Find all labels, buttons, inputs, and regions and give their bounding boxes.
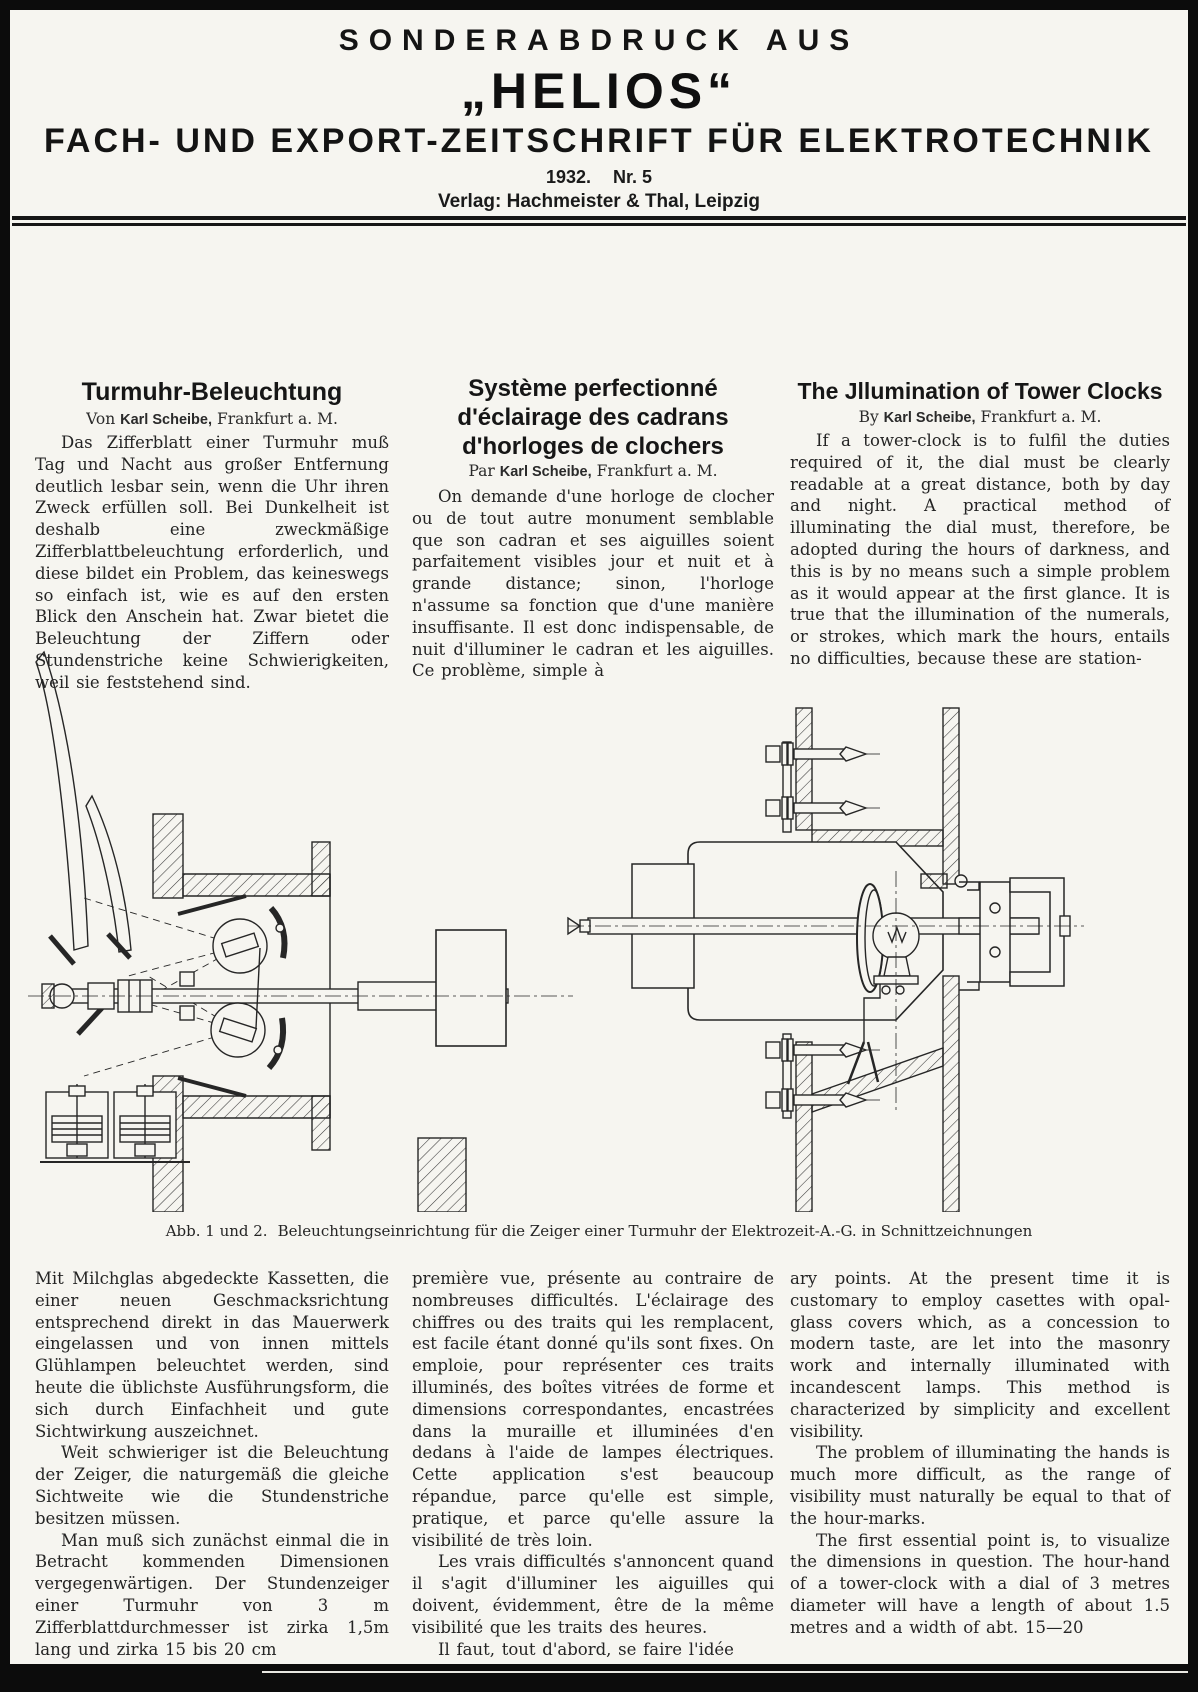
paragraph: Les vrais difficultés s'annoncent quand il s'agit d'illuminer les aiguilles qui doivent, évidemment, être de la même visibilité que les traits des heures. — [412, 1552, 774, 1637]
section-drawing-abb1 — [28, 652, 573, 1212]
figure-caption-text: Beleuchtungseinrichtung für die Zeiger einer Turmuhr der Elektrozeit-A.-G. in Schnittzeichnungen — [277, 1222, 1033, 1240]
paragraph: Mit Milchglas abgedeckte Kassetten, die einer neuen Geschmacksrichtung entsprechend direkt in das Mauerwerk eingelassen und von innen mittels Glühlampen beleuchtet werden, sind heute die üblichste Ausführungsform, die sich durch Einfachheit und gute Sichtwirkung auszeichnet. — [35, 1269, 389, 1441]
paragraph: Man muß sich zunächst einmal die in Betracht kommenden Dimensionen vergegenwärtigen. Der Stundenzeiger einer Turmuhr von 3 m Zifferblattdurchmesser ist zirka 1,5m lang und zirka 15 bis 20 cm — [35, 1530, 389, 1659]
paragraph: The first essential point is, to visualize the dimensions in question. The hour-hand of a tower-clock with a dial of 3 metres diameter will have a length of about 1.5 metres and a width of abt. 15—20 — [790, 1530, 1170, 1637]
issue-number: Nr. 5 — [613, 167, 653, 187]
english-article-bottom — [790, 1268, 1170, 1639]
figure-caption — [40, 1222, 1158, 1240]
paragraph: Das Zifferblatt einer Turmuhr muß Tag und Nacht aus großer Entfernung deutlich lesbar sein, wenn die Uhr ihren Zweck erfüllen soll. Bei Dunkelheit ist deshalb eine zweckmäßige Zifferblattbeleuchtung erforderlich, und diese bildet ein Problem, das keineswegs so einfach ist, wie es auf den ersten Blick den Anschein hat. Zwar bietet die Beleuchtung der Ziffern oder Stundenstriche keine Schwierigkeiten, weil sie feststehend sind. — [35, 433, 389, 692]
masthead-double-rule — [12, 216, 1186, 226]
french-author: Karl Scheibe, — [499, 464, 592, 480]
paragraph: On demande d'une horloge de clocher ou de tout autre monument semblable que son cadran et ses aiguilles soient parfaitement visibles jour et nuit et à grande distance; sinon, l'horloge n'assume sa fonction que d'une manière insuffisante. Il est donc indispensable, de nuit d'illuminer le cadran et les aiguilles. Ce problème, simple à — [412, 487, 774, 681]
french-byline-suffix: Frankfurt a. M. — [596, 462, 718, 480]
scan-border-right — [1188, 0, 1198, 1692]
english-author: Karl Scheibe, — [883, 410, 976, 426]
french-heading-line: d'horloges de clochers — [462, 433, 724, 460]
french-byline-prefix: Par — [468, 462, 495, 480]
english-byline — [790, 408, 1170, 426]
english-article-top — [790, 430, 1170, 670]
figure-caption-label: Abb. 1 und 2. — [165, 1222, 268, 1240]
scan-border-top — [0, 0, 1198, 10]
french-heading-line: Système perfectionné — [468, 375, 718, 402]
german-byline — [35, 410, 389, 428]
issue-line — [0, 167, 1198, 188]
scan-artifact-line — [262, 1671, 1188, 1673]
paragraph: Il faut, tout d'abord, se faire l'idée — [438, 1639, 734, 1659]
masthead-kicker: SONDERABDRUCK AUS — [338, 24, 860, 57]
figure-drawing — [28, 646, 1170, 1212]
english-byline-prefix: By — [858, 408, 879, 426]
paragraph: Weit schwieriger ist die Beleuchtung der Zeiger, die naturgemäß die gleiche Sichtweite wie die Stundenstriche besitzen müssen. — [35, 1443, 389, 1528]
scan-border-bottom — [0, 1664, 1198, 1692]
paragraph: ary points. At the present time it is customary to employ casettes with opal-glass covers which, as a concession to modern taste, are let into the masonry work and internally illuminated with incandescent lamps. This method is characterized by simplicity and excellent visibility. — [790, 1269, 1170, 1441]
german-article-bottom — [35, 1268, 389, 1660]
issue-year: 1932. — [545, 167, 591, 187]
english-byline-suffix: Frankfurt a. M. — [980, 408, 1102, 426]
french-article-heading — [412, 374, 774, 461]
section-drawing-abb2 — [568, 708, 1084, 1212]
french-heading-line: d'éclairage des cadrans — [457, 404, 729, 431]
journal-title: „HELIOS“ — [460, 63, 738, 119]
english-article-heading: The Jllumination of Tower Clocks — [797, 378, 1163, 404]
french-byline — [412, 462, 774, 480]
publisher-line: Verlag: Hachmeister & Thal, Leipzig — [437, 191, 761, 212]
paragraph: If a tower-clock is to fulfil the duties required of it, the dial must be clearly readable at a great distance, both by day and night. A practical method of illuminating the dial must, therefore, be adopted during the hours of darkness, and this is by no means such a simple problem as it would appear at the first glance. It is true that the illumination of the numerals, or strokes, which mark the hours, entails no difficulties, because these are station- — [790, 431, 1170, 668]
journal-subtitle: FACH- UND EXPORT-ZEITSCHRIFT FÜR ELEKTROTECHNIK — [44, 122, 1154, 160]
german-author: Karl Scheibe, — [120, 412, 212, 428]
french-article-bottom — [412, 1268, 774, 1660]
paragraph: première vue, présente au contraire de nombreuses difficultés. L'éclairage des chiffres ou des traits qui les remplacent, est facile étant donné qu'ils sont fixes. On emploie, pour représenter ces traits illuminés, des boîtes vitrées de forme et dimensions correspondantes, encastrées dans la muraille et illuminées d'en dedans à l'aide de lampes électriques. Cette application s'est beaucoup répandue, parce qu'elle est simple, pratique, et parce qu'elle assure la visibilité de très loin. — [412, 1269, 774, 1550]
german-article-heading: Turmuhr-Beleuchtung — [81, 378, 343, 406]
paragraph: The problem of illuminating the hands is much more difficult, as the range of visibility must naturally be equal to that of the hour-marks. — [790, 1443, 1170, 1528]
german-byline-suffix: Frankfurt a. M. — [216, 410, 338, 428]
scan-border-left — [0, 0, 10, 1692]
german-byline-prefix: Von — [86, 410, 116, 428]
